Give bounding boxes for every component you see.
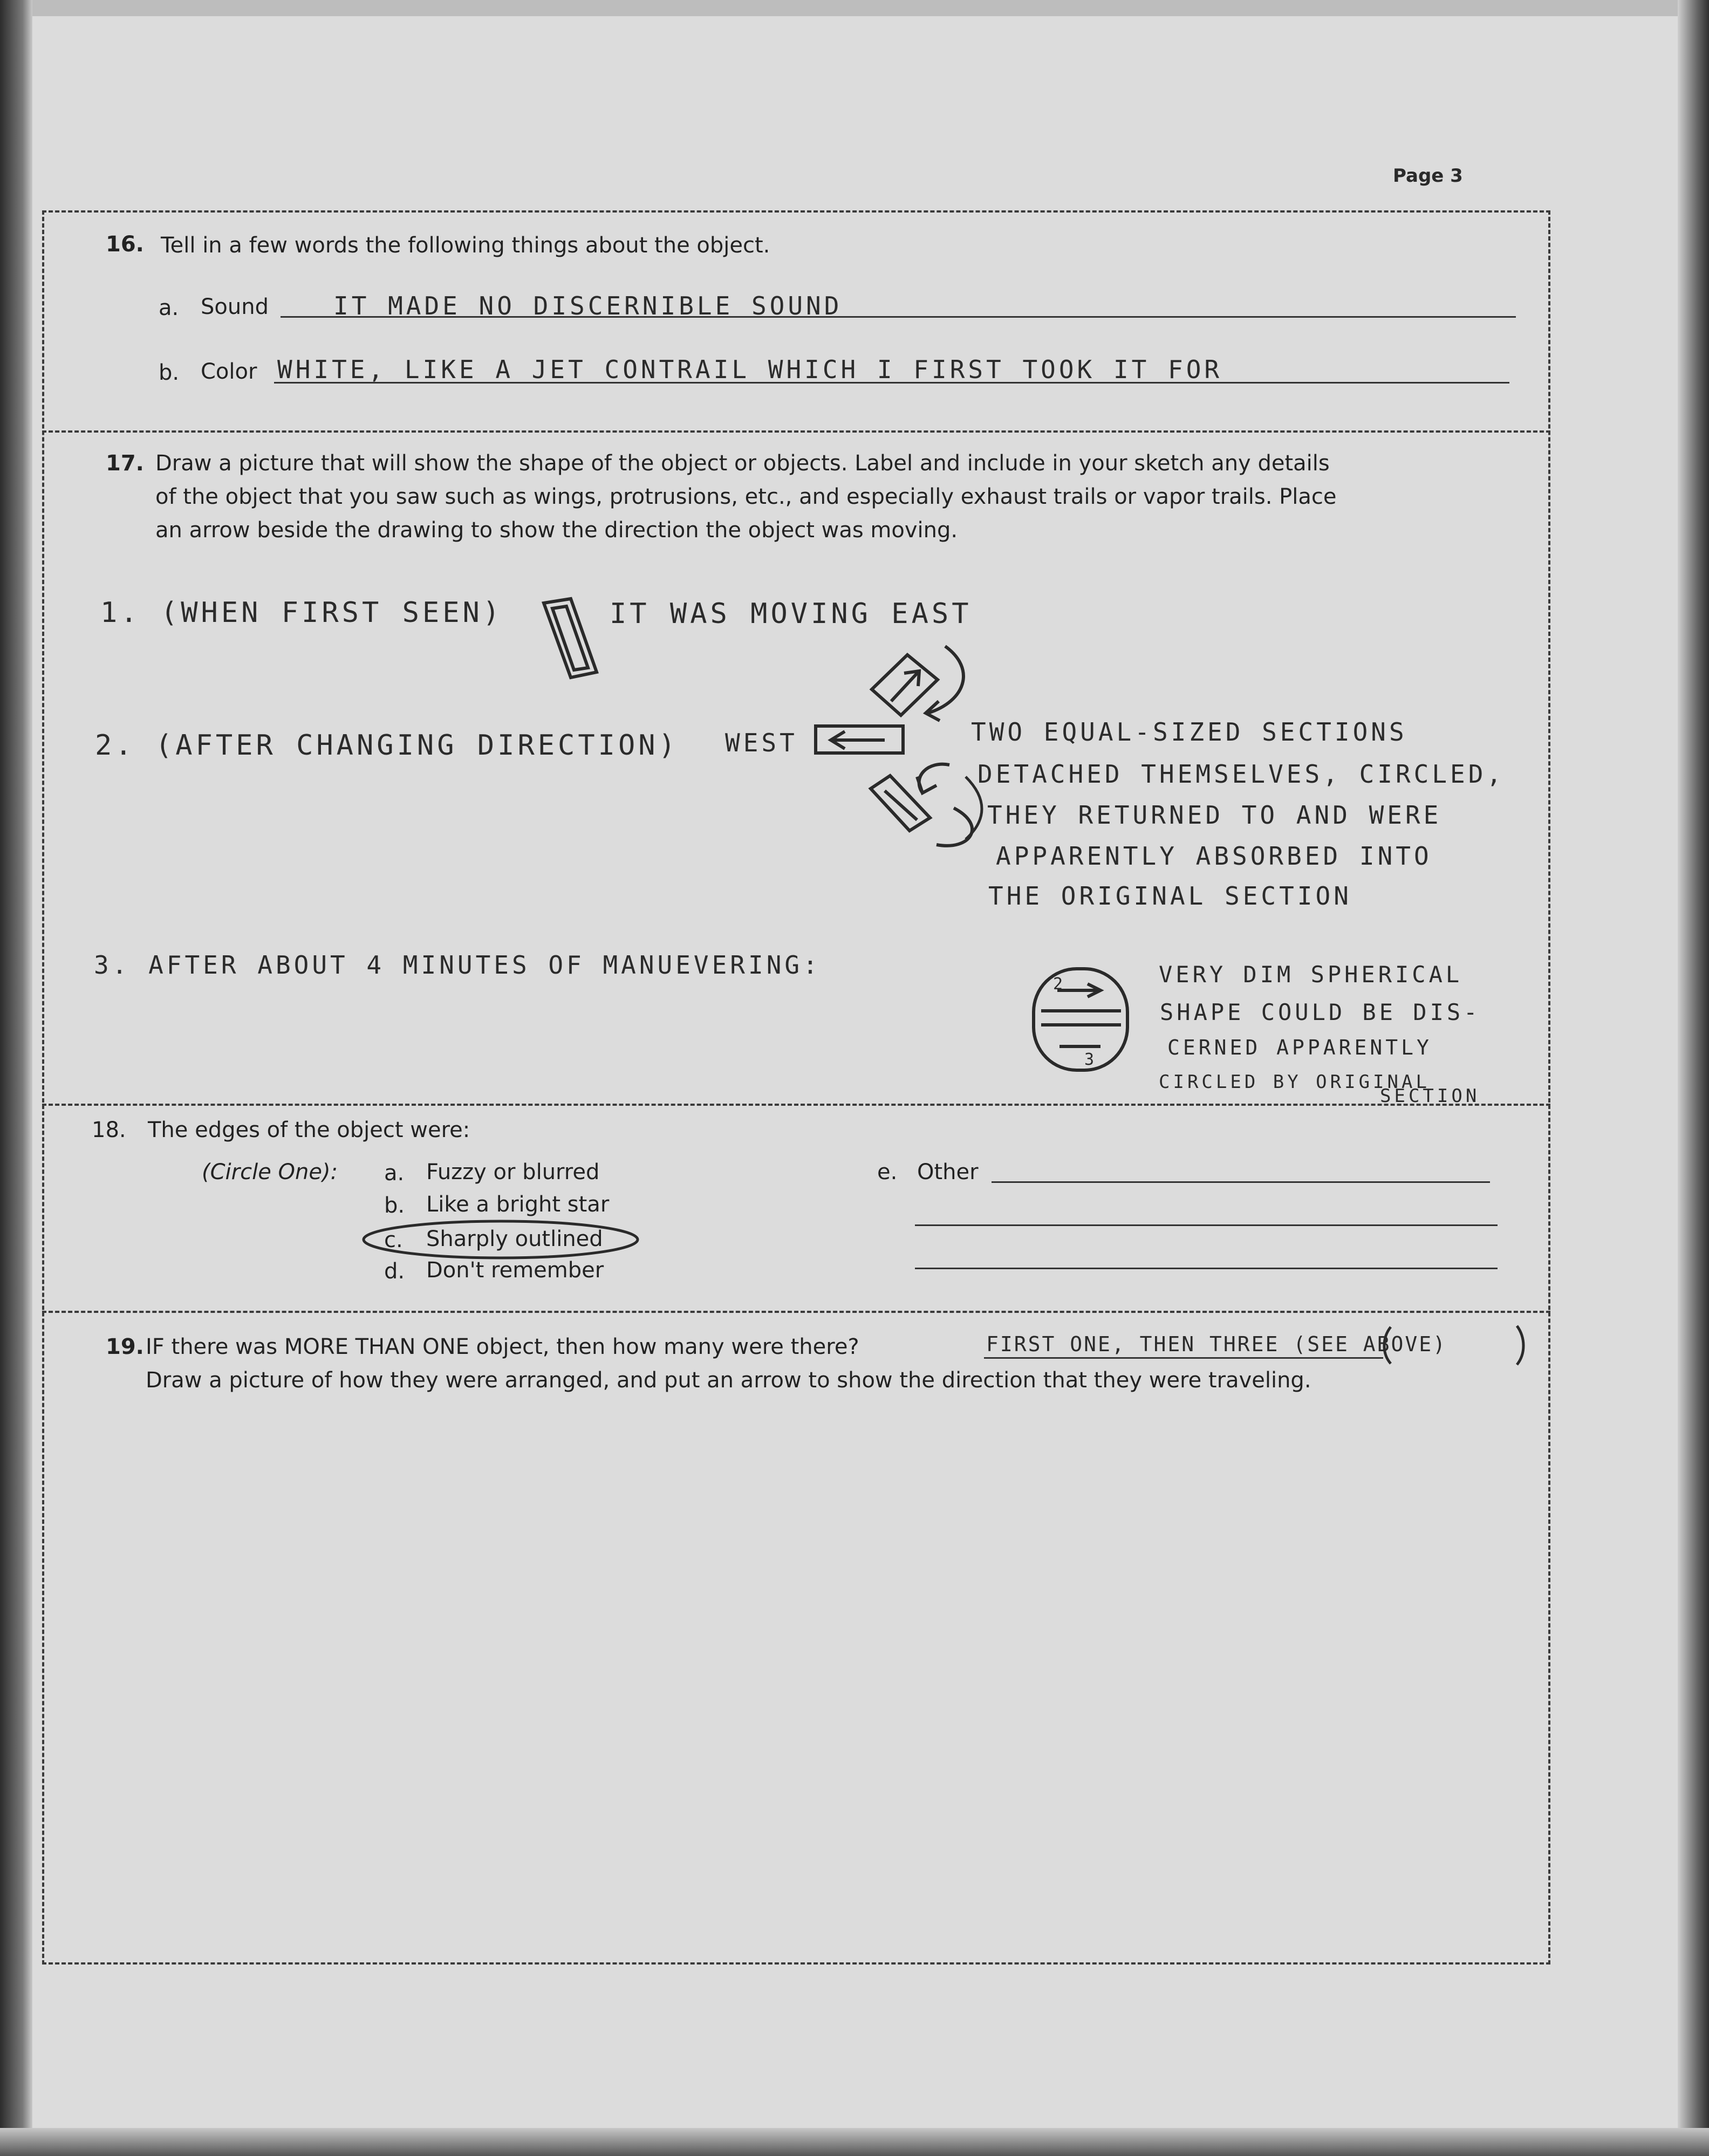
q17-note3b-line: SHAPE COULD BE DIS-: [1160, 999, 1481, 1025]
q19-answer-line: [984, 1357, 1383, 1359]
q18e-line-3[interactable]: [915, 1268, 1498, 1269]
q16a-label: Sound: [201, 295, 269, 319]
q16b-label: Color: [201, 359, 257, 384]
q18-prompt: The edges of the object were:: [148, 1118, 470, 1142]
q17-note1: 1. (WHEN FIRST SEEN): [100, 597, 503, 629]
q19-line1: IF there was MORE THAN ONE object, then how many were there?: [146, 1334, 859, 1359]
sketch-label-2: 2: [1053, 975, 1063, 994]
q17-note1b: IT WAS MOVING EAST: [610, 598, 972, 630]
object-sketch-spherical: [1034, 969, 1127, 1070]
q18e-text: Other: [917, 1160, 979, 1185]
q17-note2b: WEST: [725, 728, 798, 757]
q17-note2c-line: THE ORIGINAL SECTION: [988, 881, 1352, 911]
q17-line1: Draw a picture that will show the shape of the object or objects. Label and include in your sketch any details: [155, 451, 1330, 476]
sketch-bracket: [966, 777, 982, 839]
q18b-text: Like a bright star: [426, 1192, 610, 1217]
q17-note2c-line: APPARENTLY ABSORBED INTO: [996, 841, 1432, 871]
q17-note3: 3. AFTER ABOUT 4 MINUTES OF MANUEVERING:: [94, 950, 821, 980]
q18c-text[interactable]: Sharply outlined: [426, 1227, 603, 1251]
object-sketch-first-seen: [544, 599, 597, 677]
page-number: Page 3: [1393, 165, 1463, 187]
q17-note3b-line: CIRCLED BY ORIGINAL: [1159, 1071, 1430, 1093]
q16a-answer: IT MADE NO DISCERNIBLE SOUND: [333, 291, 843, 320]
q18b-letter: b.: [384, 1193, 405, 1218]
q19-paren-mark: [1517, 1326, 1523, 1365]
q17-number: 17.: [106, 451, 144, 476]
q17-note3b-line: CERNED APPARENTLY: [1167, 1036, 1432, 1059]
q16b-letter: b.: [159, 360, 180, 385]
q19-answer: FIRST ONE, THEN THREE (SEE ABOVE): [986, 1332, 1447, 1356]
q17-note2c-line: THEY RETURNED TO AND WERE: [987, 800, 1442, 830]
q17-line3: an arrow beside the drawing to show the direction the object was moving.: [155, 518, 958, 543]
q18d-letter: d.: [384, 1259, 405, 1284]
object-sketch-sections: [871, 764, 972, 846]
q17-note2: 2. (AFTER CHANGING DIRECTION): [95, 729, 679, 762]
q18a-text: Fuzzy or blurred: [426, 1160, 600, 1185]
q19-number: 19.: [106, 1334, 144, 1359]
q16-number: 16.: [106, 232, 144, 257]
q18-number: 18.: [92, 1118, 126, 1142]
q18d-text: Don't remember: [426, 1258, 604, 1283]
q19-line2: Draw a picture of how they were arranged, and put an arrow to show the direction that they were traveling.: [146, 1368, 1311, 1393]
q17-line2: of the object that you saw such as wings, protrusions, etc., and especially exhaust trails or vapor trails. Place: [155, 484, 1337, 509]
object-sketch-tilted-arrow: [872, 646, 963, 721]
q17-note2c-line: DETACHED THEMSELVES, CIRCLED,: [977, 759, 1505, 789]
q17-note3b-line: VERY DIM SPHERICAL: [1159, 961, 1463, 988]
q17-note3b-line: SECTION: [1380, 1085, 1480, 1107]
q18a-letter: a.: [384, 1161, 405, 1186]
object-sketch-west: [816, 726, 903, 753]
q19-drawing-area[interactable]: [65, 1402, 1521, 1942]
q18e-letter: e.: [877, 1160, 898, 1185]
q18e-line-2[interactable]: [915, 1224, 1498, 1226]
q18c-letter[interactable]: c.: [384, 1228, 403, 1252]
q17-note2c-line: TWO EQUAL-SIZED SECTIONS: [971, 717, 1407, 747]
sketch-label-3: 3: [1084, 1050, 1095, 1069]
q18-circle-one: (Circle One):: [202, 1160, 338, 1185]
q16a-letter: a.: [159, 296, 179, 320]
q16-prompt: Tell in a few words the following things about the object.: [161, 233, 770, 258]
q16b-answer: WHITE, LIKE A JET CONTRAIL WHICH I FIRST TOOK IT FOR: [277, 355, 1223, 384]
q18e-line-1[interactable]: [992, 1181, 1490, 1183]
